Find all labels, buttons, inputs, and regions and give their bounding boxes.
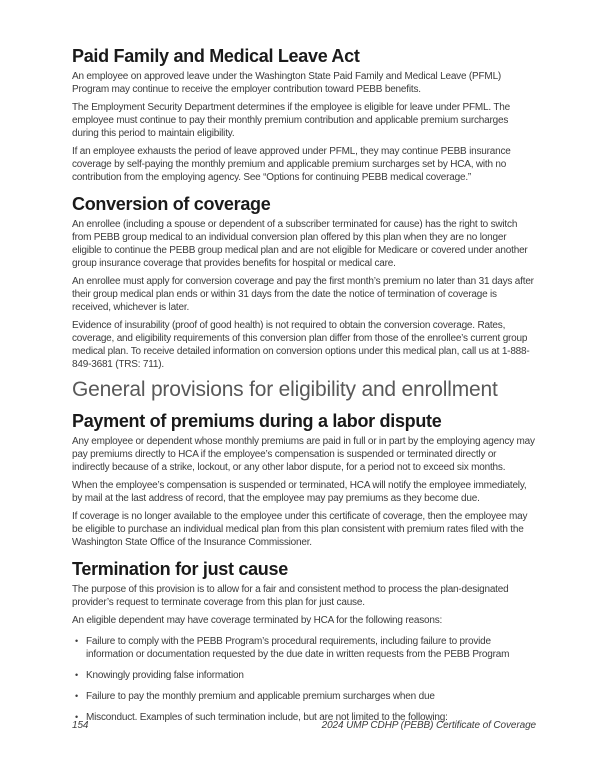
- bullet-item: [72, 635, 536, 661]
- paragraph: Evidence of insurability (proof of good health) is not required to obtain the conversion coverage. Rates, coverage, and eligibility requirements of this conversion plan differ from those of the enrollee’s current group medical plan. To receive detailed information on conversion options under this medical plan, call us at 1-888-849-3681 (TRS: 711).: [72, 320, 530, 370]
- bullet-text: Failure to comply with the PEBB Program’s procedural requirements, including failure to provide information or documentation requested by the due date in written requests from the PEBB Program: [86, 636, 510, 660]
- bullet-marker-icon: •: [75, 712, 78, 722]
- paragraph: An enrollee (including a spouse or dependent of a subscriber terminated for cause) has the right to switch from PEBB group medical to an individual conversion plan offered by this plan when they are no longer eligible to continue the PEBB group medical plan and are not eligible for Medicare or covered under another group insurance coverage that provides benefits for hospital or medical care.: [72, 219, 528, 269]
- footer-doc-title: 2024 UMP CDHP (PEBB) Certificate of Coverage: [321, 720, 536, 731]
- section-heading: Termination for just cause: [72, 559, 288, 579]
- paragraph: If coverage is no longer available to the employee under this certificate of coverage, then the employee may be eligible to purchase an individual medical plan from this plan consistent with premium rates filed with the Washington State Office of the Insurance Commissioner.: [72, 511, 528, 548]
- section-heading: Conversion of coverage: [72, 194, 271, 214]
- section-heading: Payment of premiums during a labor dispute: [72, 411, 442, 431]
- bullet-marker-icon: •: [75, 691, 78, 701]
- chapter-heading: General provisions for eligibility and enrollment: [72, 378, 498, 401]
- bullet-marker-icon: •: [75, 670, 78, 680]
- paragraph: An enrollee must apply for conversion coverage and pay the first month’s premium no later than 31 days after their group medical plan ends or within 31 days from the date the notice of termination of coverage is received, whichever is later.: [72, 276, 534, 313]
- bullet-text: Failure to pay the monthly premium and applicable premium surcharges when due: [86, 691, 435, 702]
- bullet-item: [72, 669, 536, 682]
- page-number: 154: [72, 720, 89, 731]
- paragraph: The Employment Security Department determines if the employee is eligible for leave under PFML. The employee must continue to pay their monthly premium contribution and applicable premium surcharges during this period to maintain eligibility.: [72, 102, 511, 139]
- section-heading: Paid Family and Medical Leave Act: [72, 46, 360, 66]
- bullet-item: [72, 690, 536, 703]
- paragraph: Any employee or dependent whose monthly premiums are paid in full or in part by the employing agency may pay premiums directly to HCA if the employee’s compensation is suspended or terminated directly or indirectly because of a strike, lockout, or any other labor dispute, for a period not to exceed six months.: [72, 436, 535, 473]
- paragraph: The purpose of this provision is to allow for a fair and consistent method to process the plan-designated provider’s request to terminate coverage from this plan for just cause.: [72, 584, 509, 608]
- paragraph: An eligible dependent may have coverage terminated by HCA for the following reasons:: [72, 615, 443, 626]
- paragraph: If an employee exhausts the period of leave approved under PFML, they may continue PEBB insurance coverage by self-paying the monthly premium and applicable premium surcharges set by HCA, with no contribution from the employing agency. See “Options for continuing PEBB medical coverage.”: [72, 146, 511, 183]
- document-content: [72, 46, 536, 724]
- bullet-marker-icon: •: [75, 636, 78, 646]
- paragraph: An employee on approved leave under the Washington State Paid Family and Medical Leave (PFML) Program may continue to receive the employer contribution toward PEBB benefits.: [72, 71, 502, 95]
- bullet-text: Misconduct. Examples of such termination include, but are not limited to the following:: [86, 712, 448, 723]
- bullet-text: Knowingly providing false information: [86, 670, 244, 681]
- page-footer: [72, 720, 536, 731]
- paragraph: When the employee’s compensation is suspended or terminated, HCA will notify the employee immediately, by mail at the last address of record, that the employee may pay premiums as they become due.: [72, 480, 527, 504]
